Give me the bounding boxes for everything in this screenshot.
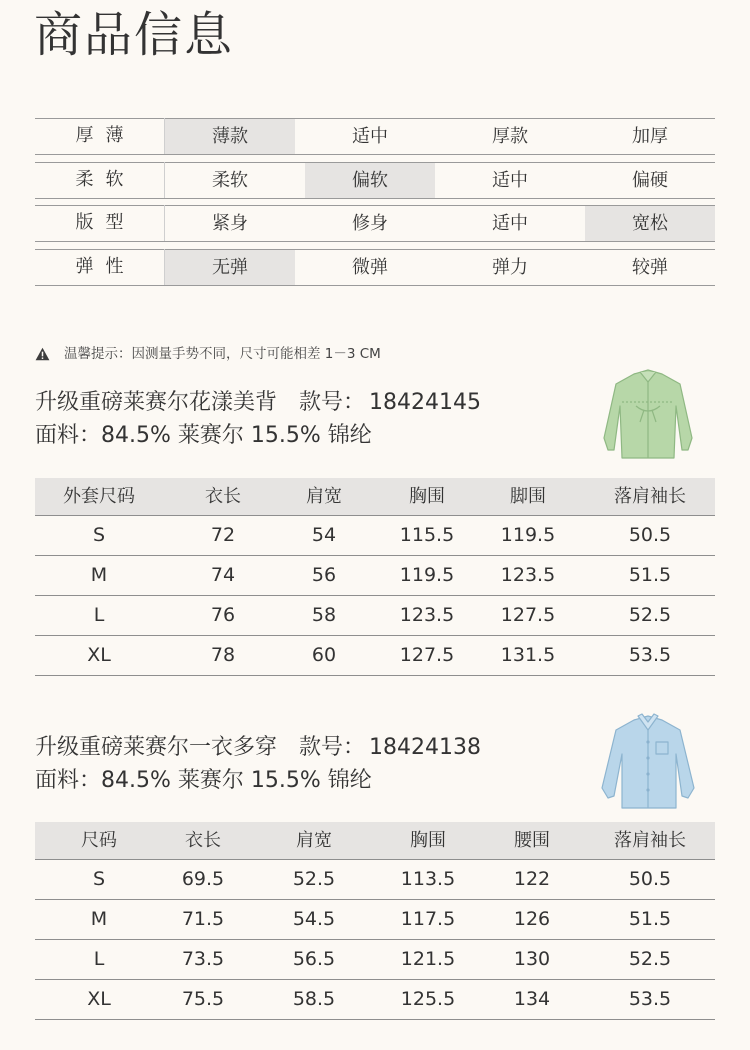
table-cell: 113.5 bbox=[400, 868, 456, 890]
warning-icon bbox=[35, 347, 50, 361]
table-row bbox=[35, 860, 715, 900]
attribute-option: 无弹 bbox=[165, 250, 295, 285]
table-cell: 53.5 bbox=[628, 644, 672, 666]
attribute-option: 适中 bbox=[492, 213, 528, 234]
table-cell: L bbox=[93, 604, 105, 626]
table-cell: 58.5 bbox=[292, 988, 336, 1010]
column-header: 落肩袖长 bbox=[614, 486, 686, 507]
column-header: 尺码 bbox=[81, 830, 117, 851]
table-cell: 126 bbox=[513, 908, 551, 930]
column-header: 胸围 bbox=[409, 486, 445, 507]
notice-text: 温馨提示：因测量手势不同，尺寸可能相差 1－3 CM bbox=[64, 346, 381, 362]
attribute-option: 适中 bbox=[492, 169, 528, 191]
table-cell: XL bbox=[87, 644, 111, 666]
table-cell: XL bbox=[87, 988, 111, 1010]
attribute-option: 偏硬 bbox=[632, 169, 668, 191]
table-cell: 72 bbox=[210, 524, 236, 546]
attribute-row-fit bbox=[35, 205, 715, 249]
table-cell: 123.5 bbox=[500, 564, 556, 586]
attribute-option: 适中 bbox=[352, 126, 388, 147]
table-cell: 73.5 bbox=[181, 948, 225, 970]
table-row bbox=[35, 596, 715, 636]
product-code: 18424145 bbox=[369, 390, 482, 415]
attribute-option: 加厚 bbox=[632, 126, 668, 147]
blue-shirt-icon bbox=[600, 712, 696, 812]
table-row bbox=[35, 636, 715, 676]
table-cell: M bbox=[90, 564, 108, 586]
attribute-table bbox=[35, 118, 715, 292]
attribute-option: 厚款 bbox=[492, 126, 528, 147]
table-cell: 56.5 bbox=[292, 948, 336, 970]
column-header: 落肩袖长 bbox=[614, 830, 686, 851]
table-row bbox=[35, 940, 715, 980]
table-cell: 74 bbox=[210, 564, 236, 586]
table-header bbox=[35, 478, 715, 516]
size-table-1 bbox=[35, 478, 715, 676]
table-cell: 75.5 bbox=[181, 988, 225, 1010]
table-cell: M bbox=[90, 908, 108, 930]
attribute-label: 弹性 bbox=[75, 255, 136, 277]
table-cell: 78 bbox=[210, 644, 236, 666]
column-header: 脚围 bbox=[510, 486, 546, 507]
product-name-1 bbox=[35, 387, 481, 419]
column-header: 衣长 bbox=[205, 486, 241, 507]
table-cell: 125.5 bbox=[400, 988, 456, 1010]
product-fabric-2: 面料：84.5% 莱赛尔 15.5% 锦纶 bbox=[35, 768, 372, 793]
attribute-option: 微弹 bbox=[352, 256, 388, 278]
measurement-notice bbox=[35, 343, 381, 365]
size-table-2 bbox=[35, 822, 715, 1020]
attribute-option: 宽松 bbox=[585, 206, 715, 241]
attribute-option: 偏软 bbox=[305, 163, 435, 198]
table-cell: 52.5 bbox=[292, 868, 336, 890]
table-cell: 56 bbox=[311, 564, 337, 586]
table-cell: 127.5 bbox=[399, 644, 455, 666]
table-cell: 117.5 bbox=[400, 908, 456, 930]
table-cell: 50.5 bbox=[628, 524, 672, 546]
table-cell: 76 bbox=[210, 604, 236, 626]
column-header: 肩宽 bbox=[296, 830, 332, 851]
table-cell: 52.5 bbox=[628, 948, 672, 970]
table-cell: 53.5 bbox=[628, 988, 672, 1010]
attribute-row-elasticity bbox=[35, 249, 715, 293]
column-header: 衣长 bbox=[185, 830, 221, 851]
table-cell: 119.5 bbox=[500, 524, 556, 546]
table-row bbox=[35, 556, 715, 596]
attribute-label: 厚薄 bbox=[75, 125, 136, 146]
table-cell: 51.5 bbox=[628, 564, 672, 586]
product-code: 18424138 bbox=[369, 735, 482, 760]
attribute-label: 柔软 bbox=[75, 168, 136, 190]
product-code-label: 款号： bbox=[299, 735, 366, 760]
attribute-row-thickness bbox=[35, 118, 715, 162]
table-cell: 54.5 bbox=[292, 908, 336, 930]
table-cell: 69.5 bbox=[181, 868, 225, 890]
table-row bbox=[35, 900, 715, 940]
product-fabric-1: 面料：84.5% 莱赛尔 15.5% 锦纶 bbox=[35, 423, 372, 448]
table-cell: 51.5 bbox=[628, 908, 672, 930]
attribute-label: 版型 bbox=[75, 212, 136, 233]
table-cell: 121.5 bbox=[400, 948, 456, 970]
table-cell: 115.5 bbox=[399, 524, 455, 546]
table-row bbox=[35, 516, 715, 556]
table-cell: L bbox=[93, 948, 105, 970]
table-cell: 122 bbox=[513, 868, 551, 890]
column-header: 外套尺码 bbox=[63, 486, 135, 507]
green-jacket-icon bbox=[600, 366, 696, 466]
table-cell: 71.5 bbox=[181, 908, 225, 930]
attribute-option: 柔软 bbox=[212, 169, 248, 191]
attribute-option: 紧身 bbox=[212, 213, 248, 234]
table-row bbox=[35, 980, 715, 1020]
column-header: 胸围 bbox=[410, 830, 446, 851]
table-header bbox=[35, 822, 715, 860]
page-title: 商品信息 bbox=[34, 7, 235, 63]
table-cell: S bbox=[92, 868, 106, 890]
table-cell: 123.5 bbox=[399, 604, 455, 626]
column-header: 腰围 bbox=[514, 830, 550, 851]
table-cell: 134 bbox=[513, 988, 551, 1010]
product-code-label: 款号： bbox=[299, 390, 366, 415]
product-title: 升级重磅莱赛尔一衣多穿 bbox=[35, 735, 278, 760]
attribute-option: 弹力 bbox=[492, 256, 528, 278]
table-cell: 52.5 bbox=[628, 604, 672, 626]
product-title: 升级重磅莱赛尔花漾美背 bbox=[35, 390, 278, 415]
table-cell: 119.5 bbox=[399, 564, 455, 586]
attribute-option: 较弹 bbox=[632, 256, 668, 278]
table-cell: 58 bbox=[311, 604, 337, 626]
table-cell: 130 bbox=[513, 948, 551, 970]
product-name-2 bbox=[35, 732, 481, 764]
attribute-option: 修身 bbox=[352, 213, 388, 234]
table-cell: 50.5 bbox=[628, 868, 672, 890]
column-header: 肩宽 bbox=[306, 486, 342, 507]
table-cell: 131.5 bbox=[500, 644, 556, 666]
table-cell: S bbox=[92, 524, 106, 546]
table-cell: 127.5 bbox=[500, 604, 556, 626]
table-cell: 54 bbox=[311, 524, 337, 546]
attribute-row-softness bbox=[35, 162, 715, 206]
table-cell: 60 bbox=[311, 644, 337, 666]
attribute-option: 薄款 bbox=[165, 119, 295, 154]
